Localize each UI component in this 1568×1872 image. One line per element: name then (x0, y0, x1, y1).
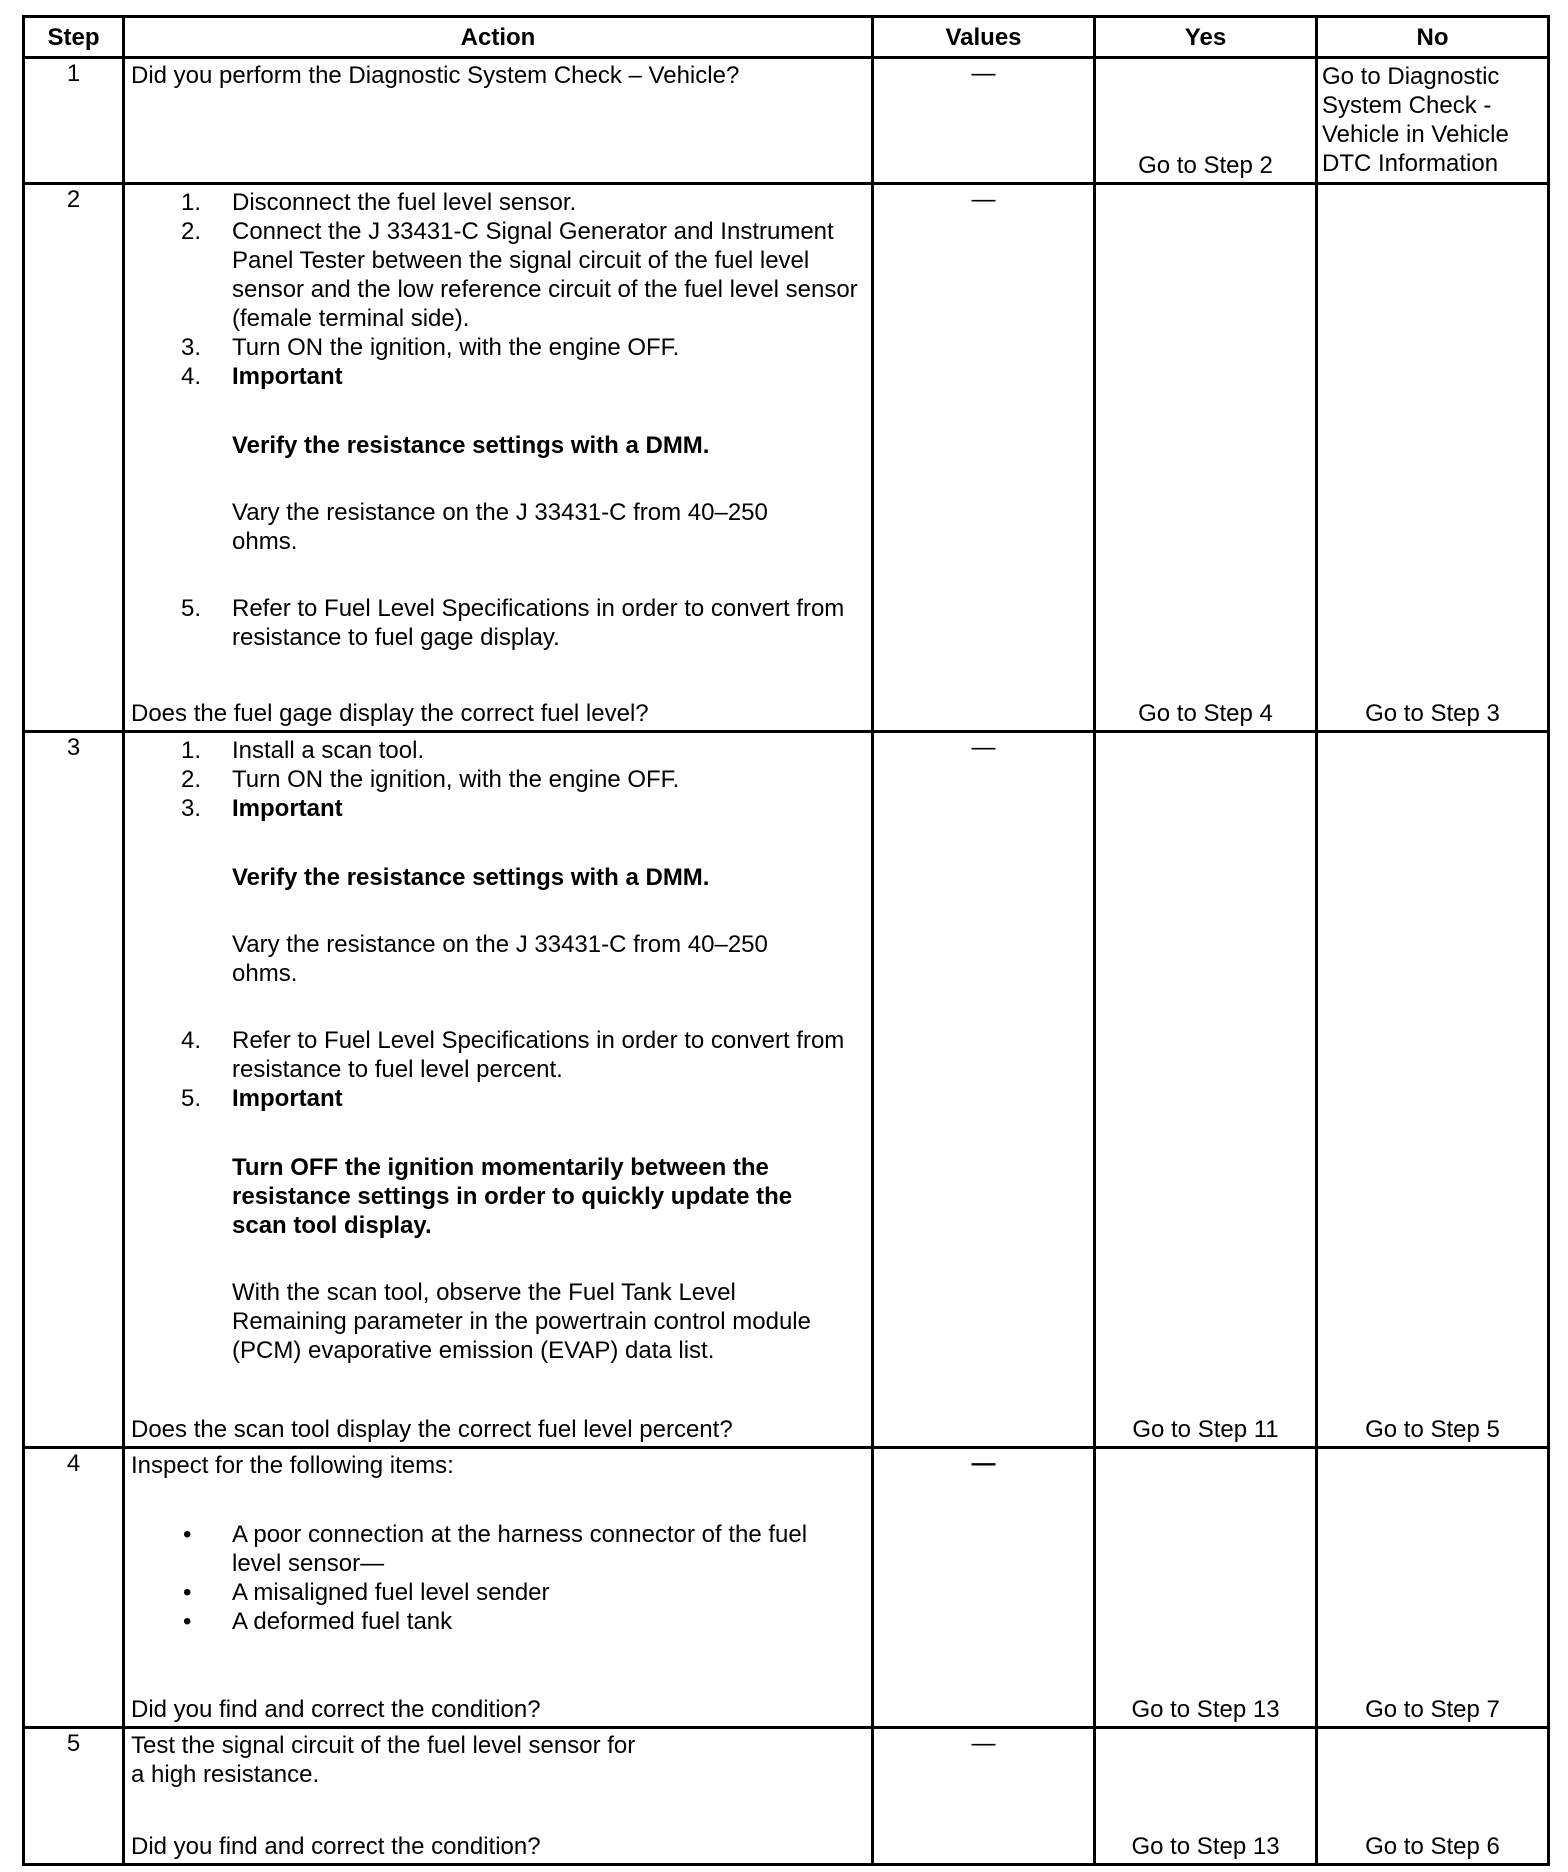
item-number: 2. (181, 766, 202, 793)
bullet-icon: • (183, 1608, 192, 1635)
procedure-item (131, 333, 865, 362)
no-link[interactable]: Go to Step 6 (1365, 1833, 1500, 1860)
inspection-list (131, 1520, 865, 1636)
item-number: 4. (181, 363, 202, 390)
yes-cell (1095, 58, 1317, 184)
value-cell: — (873, 732, 1095, 1448)
action-question: Did you find and correct the condition? (131, 1696, 541, 1723)
item-text: With the scan tool, observe the Fuel Tank Level Remaining parameter in the powertrain control module (PCM) evaporative emission (EVAP) data list. (232, 1279, 811, 1364)
step-number: 5 (24, 1728, 124, 1865)
item-text: Turn ON the ignition, with the engine OFF. (232, 334, 680, 361)
item-number: 5. (181, 595, 202, 622)
item-text: Vary the resistance on the J 33431-C from 40–250 ohms. (232, 931, 768, 987)
table-row (24, 1728, 1549, 1865)
procedure-item (131, 594, 865, 652)
no-cell (1317, 184, 1549, 732)
item-number: 3. (181, 795, 202, 822)
yes-cell (1095, 1728, 1317, 1865)
procedure-list (131, 733, 865, 1365)
item-text: Connect the J 33431-C Signal Generator and Instrument Panel Tester between the signal circuit of the fuel level sensor and the low reference circuit of the fuel level sensor (female terminal side). (232, 218, 858, 332)
no-link-line: DTC Information (1322, 150, 1499, 177)
yes-link[interactable]: Go to Step 13 (1131, 1696, 1280, 1723)
yes-link[interactable]: Go to Step 13 (1131, 1833, 1280, 1860)
step-number: 1 (24, 58, 124, 184)
item-text: Install a scan tool. (232, 737, 425, 764)
value-cell: — (873, 184, 1095, 732)
table-row (24, 184, 1549, 732)
step-number: 4 (24, 1448, 124, 1728)
no-link[interactable] (1318, 59, 1547, 178)
yes-cell (1095, 732, 1317, 1448)
diagnostic-table (22, 15, 1550, 1866)
action-question: Did you find and correct the condition? (131, 1833, 541, 1860)
no-link[interactable]: Go to Step 3 (1365, 700, 1500, 727)
no-cell (1317, 1448, 1549, 1728)
header-step: Step (24, 17, 124, 58)
item-number: 1. (181, 737, 202, 764)
no-cell (1317, 732, 1549, 1448)
item-text: A deformed fuel tank (232, 1608, 453, 1635)
yes-link[interactable]: Go to Step 11 (1132, 1416, 1279, 1443)
procedure-item (131, 188, 865, 217)
step-number: 3 (24, 732, 124, 1448)
important-note: Turn OFF the ignition momentarily between the resistance settings in order to quickly update the scan tool display. (232, 1154, 793, 1239)
no-link-line: System Check - (1322, 92, 1492, 119)
action-question: Does the scan tool display the correct fuel level percent? (131, 1416, 733, 1443)
list-item (131, 1607, 865, 1636)
item-text: Turn ON the ignition, with the engine OFF. (232, 766, 680, 793)
action-intro: Test the signal circuit of the fuel level sensor for a high resistance. (131, 1732, 636, 1788)
action-cell (124, 1448, 873, 1728)
action-cell (124, 732, 873, 1448)
action-cell (124, 58, 873, 184)
no-link-line: Vehicle in Vehicle (1322, 121, 1509, 148)
important-note: Verify the resistance settings with a DMM. (232, 864, 710, 891)
no-link[interactable]: Go to Step 5 (1365, 1416, 1500, 1443)
header-values: Values (873, 17, 1095, 58)
yes-link[interactable]: Go to Step 2 (1138, 152, 1273, 179)
item-text: A misaligned fuel level sender (232, 1579, 550, 1606)
no-cell (1317, 58, 1549, 184)
header-yes: Yes (1095, 17, 1317, 58)
item-number: 1. (181, 189, 202, 216)
action-cell (124, 1728, 873, 1865)
table-row (24, 58, 1549, 184)
action-question: Did you perform the Diagnostic System Check – Vehicle? (131, 62, 740, 89)
header-row (24, 17, 1549, 58)
procedure-item (131, 1026, 865, 1084)
header-action: Action (124, 17, 873, 58)
procedure-item (131, 1084, 865, 1365)
value-cell: — (873, 1448, 1095, 1728)
no-cell (1317, 1728, 1549, 1865)
no-link-line: Go to Diagnostic (1322, 63, 1500, 90)
list-item (131, 1520, 865, 1578)
item-number: 4. (181, 1027, 202, 1054)
item-text: Vary the resistance on the J 33431-C from 40–250 ohms. (232, 499, 768, 555)
procedure-list (131, 185, 865, 652)
important-note: Verify the resistance settings with a DMM. (232, 432, 710, 459)
item-text: A poor connection at the harness connector of the fuel level sensor— (232, 1521, 808, 1577)
value-cell: — (873, 1728, 1095, 1865)
action-cell (124, 184, 873, 732)
procedure-item (131, 765, 865, 794)
procedure-item (131, 794, 865, 988)
bullet-icon: • (183, 1579, 192, 1606)
bullet-icon: • (183, 1521, 192, 1548)
important-title: Important (232, 795, 343, 822)
header-no: No (1317, 17, 1549, 58)
item-text: Refer to Fuel Level Specifications in order to convert from resistance to fuel gage display. (232, 595, 845, 651)
no-link[interactable]: Go to Step 7 (1365, 1696, 1500, 1723)
list-item (131, 1578, 865, 1607)
procedure-item (131, 362, 865, 556)
action-intro: Inspect for the following items: (131, 1452, 454, 1479)
table-row (24, 732, 1549, 1448)
yes-cell (1095, 184, 1317, 732)
action-question: Does the fuel gage display the correct fuel level? (131, 700, 649, 727)
yes-cell (1095, 1448, 1317, 1728)
important-title: Important (232, 363, 343, 390)
value-cell: — (873, 58, 1095, 184)
item-number: 2. (181, 218, 202, 245)
step-number: 2 (24, 184, 124, 732)
yes-link[interactable]: Go to Step 4 (1138, 700, 1273, 727)
item-number: 5. (181, 1085, 202, 1112)
procedure-item (131, 736, 865, 765)
item-text: Refer to Fuel Level Specifications in order to convert from resistance to fuel level percent. (232, 1027, 845, 1083)
table-row (24, 1448, 1549, 1728)
diagnostic-table-page (22, 15, 1547, 1860)
item-number: 3. (181, 334, 202, 361)
important-title: Important (232, 1085, 343, 1112)
procedure-item (131, 217, 865, 333)
item-text: Disconnect the fuel level sensor. (232, 189, 577, 216)
